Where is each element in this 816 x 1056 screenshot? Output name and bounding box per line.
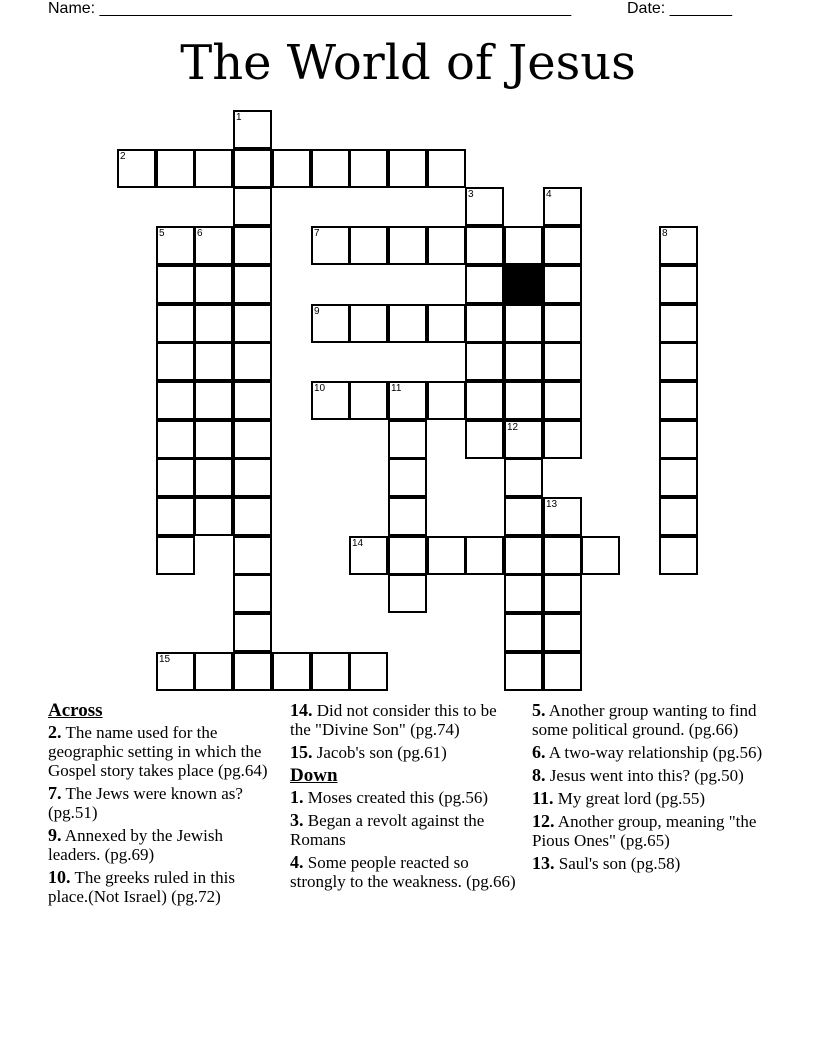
grid-cell[interactable] bbox=[233, 265, 272, 304]
clue-number-label: 12 bbox=[507, 422, 519, 433]
grid-cell[interactable] bbox=[156, 536, 195, 575]
grid-cell[interactable] bbox=[233, 304, 272, 343]
grid-cell[interactable] bbox=[659, 497, 698, 536]
grid-cell[interactable] bbox=[504, 613, 543, 652]
grid-cell[interactable] bbox=[194, 497, 233, 536]
grid-cell[interactable] bbox=[543, 342, 582, 381]
grid-cell[interactable] bbox=[388, 149, 427, 188]
grid-cell[interactable] bbox=[504, 381, 543, 420]
across-heading: Across bbox=[48, 700, 103, 721]
clue-number-label: 7 bbox=[314, 228, 320, 239]
down-heading: Down bbox=[290, 765, 338, 786]
grid-cell[interactable] bbox=[465, 304, 504, 343]
clue-down-5 bbox=[532, 701, 772, 739]
clue-number: 7. bbox=[48, 783, 62, 803]
grid-cell[interactable] bbox=[194, 342, 233, 381]
grid-cell[interactable] bbox=[272, 652, 311, 691]
grid-cell[interactable] bbox=[233, 458, 272, 497]
grid-cell[interactable] bbox=[156, 265, 195, 304]
grid-cell[interactable] bbox=[156, 420, 195, 459]
grid-cell[interactable] bbox=[156, 381, 195, 420]
grid-cell[interactable] bbox=[349, 381, 388, 420]
grid-cell[interactable] bbox=[388, 420, 427, 459]
grid-cell[interactable] bbox=[465, 226, 504, 265]
clue-text: The name used for the geographic setting in which the Gospel story takes place (pg.64) bbox=[48, 723, 268, 780]
grid-cell[interactable] bbox=[388, 458, 427, 497]
clue-text: Another group, meaning "the Pious Ones" (pg.65) bbox=[532, 812, 757, 850]
grid-cell[interactable] bbox=[311, 304, 350, 343]
grid-cell[interactable] bbox=[659, 420, 698, 459]
clue-number-label: 10 bbox=[314, 383, 326, 394]
grid-cell[interactable] bbox=[156, 226, 195, 265]
grid-cell[interactable] bbox=[659, 265, 698, 304]
grid-cell[interactable] bbox=[194, 381, 233, 420]
grid-cell[interactable] bbox=[388, 497, 427, 536]
grid-cell[interactable] bbox=[311, 652, 350, 691]
grid-cell[interactable] bbox=[659, 226, 698, 265]
grid-cell[interactable] bbox=[233, 226, 272, 265]
clue-number: 3. bbox=[290, 810, 304, 830]
grid-cell[interactable] bbox=[581, 536, 620, 575]
grid-cell[interactable] bbox=[504, 226, 543, 265]
grid-cell[interactable] bbox=[233, 342, 272, 381]
grid-cell[interactable] bbox=[504, 574, 543, 613]
grid-cell[interactable] bbox=[194, 226, 233, 265]
grid-cell[interactable] bbox=[156, 652, 195, 691]
grid-cell[interactable] bbox=[465, 342, 504, 381]
clue-number-label: 5 bbox=[159, 228, 165, 239]
clue-number-label: 2 bbox=[120, 151, 126, 162]
grid-cell[interactable] bbox=[349, 536, 388, 575]
clue-number-label: 8 bbox=[662, 228, 668, 239]
clue-text: Some people reacted so strongly to the weakness. (pg.66) bbox=[290, 853, 516, 891]
grid-cell[interactable] bbox=[233, 613, 272, 652]
clue-number-label: 4 bbox=[546, 189, 552, 200]
grid-cell[interactable] bbox=[543, 226, 582, 265]
grid-cell[interactable] bbox=[543, 304, 582, 343]
grid-cell[interactable] bbox=[543, 652, 582, 691]
grid-cell[interactable] bbox=[504, 536, 543, 575]
clue-number-label: 15 bbox=[159, 654, 171, 665]
grid-cell[interactable] bbox=[156, 149, 195, 188]
clue-across-9 bbox=[48, 826, 270, 864]
clue-number-label: 9 bbox=[314, 306, 320, 317]
grid-cell[interactable] bbox=[543, 497, 582, 536]
clue-number: 2. bbox=[48, 722, 62, 742]
clue-down-6 bbox=[532, 743, 772, 762]
grid-cell[interactable] bbox=[465, 420, 504, 459]
grid-cell[interactable] bbox=[388, 574, 427, 613]
clue-text: Began a revolt against the Romans bbox=[290, 811, 485, 849]
grid-cell[interactable] bbox=[194, 149, 233, 188]
clue-number-label: 11 bbox=[391, 383, 402, 394]
grid-cell[interactable] bbox=[194, 304, 233, 343]
grid-cell[interactable] bbox=[233, 652, 272, 691]
clue-number: 1. bbox=[290, 787, 304, 807]
grid-cell[interactable] bbox=[194, 265, 233, 304]
clue-text: Jacob's son (pg.61) bbox=[312, 743, 447, 762]
page-title: The World of Jesus bbox=[180, 35, 636, 91]
clue-down-12 bbox=[532, 812, 772, 850]
grid-cell[interactable] bbox=[427, 149, 466, 188]
grid-cell[interactable] bbox=[233, 149, 272, 188]
grid-cell[interactable] bbox=[272, 149, 311, 188]
clue-down-4 bbox=[290, 853, 518, 891]
clue-across-15 bbox=[290, 743, 518, 762]
grid-cell[interactable] bbox=[543, 265, 582, 304]
clue-down-1 bbox=[290, 788, 518, 807]
grid-cell[interactable] bbox=[311, 381, 350, 420]
grid-cell[interactable] bbox=[659, 381, 698, 420]
grid-cell[interactable] bbox=[543, 613, 582, 652]
grid-cell[interactable] bbox=[659, 304, 698, 343]
clue-text: A two-way relationship (pg.56) bbox=[545, 743, 763, 762]
grid-cell[interactable] bbox=[427, 304, 466, 343]
name-field[interactable]: Name: _____________________________________________________ bbox=[48, 0, 572, 17]
clue-number-label: 6 bbox=[197, 228, 203, 239]
clue-down-11 bbox=[532, 789, 772, 808]
clue-number: 10. bbox=[48, 867, 71, 887]
grid-cell[interactable] bbox=[156, 458, 195, 497]
grid-black-cell bbox=[504, 265, 543, 304]
clue-text: My great lord (pg.55) bbox=[553, 789, 706, 808]
grid-cell[interactable] bbox=[233, 110, 272, 149]
grid-cell[interactable] bbox=[543, 381, 582, 420]
clue-number: 5. bbox=[532, 700, 546, 720]
clue-number: 15. bbox=[290, 742, 313, 762]
grid-cell[interactable] bbox=[659, 458, 698, 497]
clue-text: Annexed by the Jewish leaders. (pg.69) bbox=[48, 826, 223, 864]
clues-column-2 bbox=[290, 701, 518, 895]
grid-cell[interactable] bbox=[427, 381, 466, 420]
grid-cell[interactable] bbox=[543, 574, 582, 613]
grid-cell[interactable] bbox=[388, 536, 427, 575]
clue-number-label: 13 bbox=[546, 499, 558, 510]
grid-cell[interactable] bbox=[465, 536, 504, 575]
grid-cell[interactable] bbox=[543, 536, 582, 575]
clue-number-label: 3 bbox=[468, 189, 474, 200]
grid-cell[interactable] bbox=[427, 226, 466, 265]
grid-cell[interactable] bbox=[504, 497, 543, 536]
clue-number: 12. bbox=[532, 811, 555, 831]
grid-cell[interactable] bbox=[465, 187, 504, 226]
clues-column-1 bbox=[48, 701, 270, 910]
grid-cell[interactable] bbox=[504, 420, 543, 459]
grid-cell[interactable] bbox=[233, 420, 272, 459]
clue-text: Did not consider this to be the "Divine Son" (pg.74) bbox=[290, 701, 497, 739]
clue-number: 8. bbox=[532, 765, 546, 785]
clue-text: Another group wanting to find some political ground. (pg.66) bbox=[532, 701, 757, 739]
date-field[interactable]: Date: _______ bbox=[627, 0, 732, 17]
clue-down-13 bbox=[532, 854, 772, 873]
clue-number: 11. bbox=[532, 788, 554, 808]
grid-cell[interactable] bbox=[233, 536, 272, 575]
clue-across-7 bbox=[48, 784, 270, 822]
clue-number-label: 14 bbox=[352, 538, 364, 549]
grid-cell[interactable] bbox=[349, 652, 388, 691]
grid-cell[interactable] bbox=[233, 381, 272, 420]
grid-cell[interactable] bbox=[233, 497, 272, 536]
grid-cell[interactable] bbox=[156, 497, 195, 536]
grid-cell[interactable] bbox=[659, 342, 698, 381]
grid-cell[interactable] bbox=[504, 304, 543, 343]
grid-cell[interactable] bbox=[504, 342, 543, 381]
grid-cell[interactable] bbox=[311, 226, 350, 265]
grid-cell[interactable] bbox=[349, 304, 388, 343]
clue-across-2 bbox=[48, 723, 270, 780]
grid-cell[interactable] bbox=[465, 265, 504, 304]
clue-number: 9. bbox=[48, 825, 62, 845]
grid-cell[interactable] bbox=[194, 458, 233, 497]
grid-cell[interactable] bbox=[233, 574, 272, 613]
grid-cell[interactable] bbox=[311, 149, 350, 188]
grid-cell[interactable] bbox=[349, 226, 388, 265]
grid-cell[interactable] bbox=[543, 420, 582, 459]
clue-down-3 bbox=[290, 811, 518, 849]
clue-number: 14. bbox=[290, 700, 313, 720]
clues-column-3 bbox=[532, 701, 772, 877]
grid-cell[interactable] bbox=[543, 187, 582, 226]
grid-cell[interactable] bbox=[156, 304, 195, 343]
grid-cell[interactable] bbox=[504, 652, 543, 691]
grid-cell[interactable] bbox=[156, 342, 195, 381]
clue-down-8 bbox=[532, 766, 772, 785]
grid-cell[interactable] bbox=[117, 149, 156, 188]
grid-cell[interactable] bbox=[388, 304, 427, 343]
grid-cell[interactable] bbox=[194, 652, 233, 691]
clue-number: 4. bbox=[290, 852, 304, 872]
clue-number-label: 1 bbox=[236, 112, 242, 123]
grid-cell[interactable] bbox=[349, 149, 388, 188]
grid-cell[interactable] bbox=[388, 226, 427, 265]
clue-across-14 bbox=[290, 701, 518, 739]
grid-cell[interactable] bbox=[659, 536, 698, 575]
clue-text: Moses created this (pg.56) bbox=[303, 788, 489, 807]
grid-cell[interactable] bbox=[194, 420, 233, 459]
clue-number: 6. bbox=[532, 742, 546, 762]
clue-across-10 bbox=[48, 868, 270, 906]
grid-cell[interactable] bbox=[388, 381, 427, 420]
grid-cell[interactable] bbox=[465, 381, 504, 420]
clue-text: Saul's son (pg.58) bbox=[554, 854, 681, 873]
clue-text: The Jews were known as? (pg.51) bbox=[48, 784, 243, 822]
grid-cell[interactable] bbox=[504, 458, 543, 497]
grid-cell[interactable] bbox=[427, 536, 466, 575]
clue-number: 13. bbox=[532, 853, 555, 873]
clue-text: Jesus went into this? (pg.50) bbox=[545, 766, 744, 785]
clue-text: The greeks ruled in this place.(Not Israel) (pg.72) bbox=[48, 868, 235, 906]
grid-cell[interactable] bbox=[233, 187, 272, 226]
